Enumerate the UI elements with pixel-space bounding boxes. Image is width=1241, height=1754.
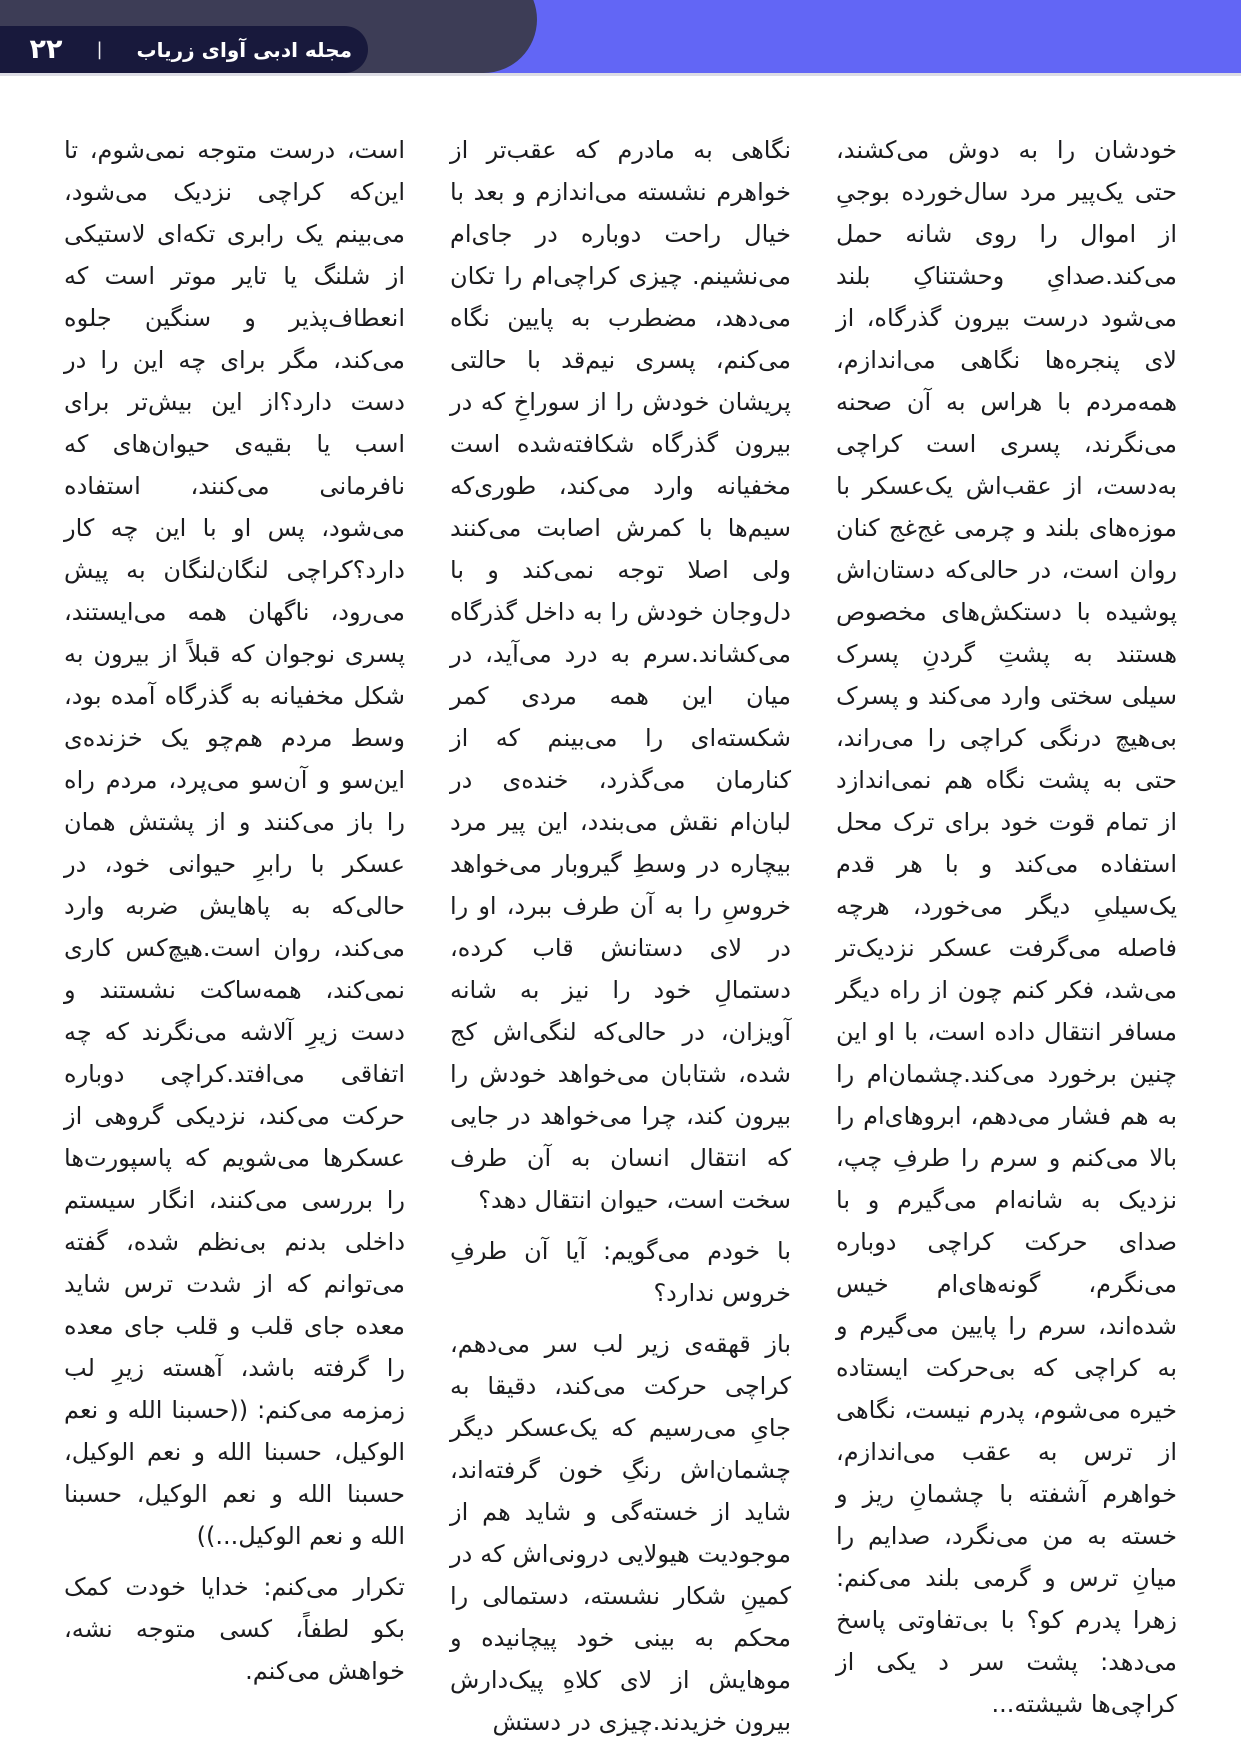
article-column-middle <box>450 129 791 1743</box>
article-paragraph: با خودم می‌گویم: آیا آن طرفِ خروس ندارد؟ <box>450 1237 791 1307</box>
title-page-separator: | <box>96 39 103 60</box>
article-paragraph: است، درست متوجه نمی‌شوم، تا این‌که کراچی نزدیک می‌شود، می‌بینم یک رابری تکه‌ای لاستیکی از شلنگ یا تایر موتر است که انعطاف‌پذیر و سنگین جلوه می‌کند، مگر برای چه این را در دست دارد؟از این بیش‌تر برای اسب یا بقیه‌ی حیوان‌های که نافرمانی می‌کنند، استفاده می‌شود، پس او با این چه کار دارد؟کراچی لنگان‌لنگان به پیش می‌رود، ناگهان همه می‌ایستند، پسری نوجوان که قبلاً از بیرون به شکل مخفیانه به گذرگاه آمده بود، وسط مردم هم‌چو یک خزنده‌ی این‌سو و آن‌سو می‌پرد، مردم راه را باز می‌کنند و از پشتش همان عسکر با رابرِ حیوانی خود، در حالی‌که به پاهایش ضربه وارد می‌کند، روان است.هیچ‌کس کاری نمی‌کند، همه‌ساکت نشستند و دست زیرِ آلاشه می‌نگرند که چه اتفاقی می‌افتد.کراچی دوباره حرکت می‌کند، نزدیکی گروهی از عسکرها می‌شویم که پاسپورت‌ها را بررسی می‌کنند، انگار سیستم داخلی بدنم بی‌نظم شده، گفته می‌توانم که از شدت ترس شاید معده جای قلب و قلب جای معده را گرفته باشد، آهسته زیرِ لب زمزمه می‌کنم: ((حسبنا الله و نعم الوکیل، حسبنا الله و نعم الوکیل، حسبنا الله و نعم الوکیل، حسبنا الله و نعم الوکیل...)) <box>64 136 405 1550</box>
article-paragraph: باز قهقه‌ی زیر لب سر می‌دهم، کراچی حرکت می‌کند، دقیقا به جایِ می‌رسیم که یک‌عسکر دیگر چشمان‌اش رنگِ خون گرفته‌اند، شاید از خسته‌گی و شاید هم از موجودیت هیولایی درونی‌اش که در کمینِ شکار نشسته، دستمالی را محکم به بینی خود پیچانیده و موهایش از لای کلاهِ پیک‌دارش بیرون خزیدند.چیزی در دستش <box>450 1330 791 1736</box>
magazine-title-pill <box>0 26 368 73</box>
magazine-title: مجله ادبی آوای زریاب <box>136 37 352 62</box>
article-column-left <box>64 129 405 1743</box>
article-paragraph: خودشان را به دوش می‌کشند، حتی یک‌پیر مرد سال‌خورده بوجیِ از اموال را روی شانه حمل می‌کند.صدایِ وحشتناکِ بلند می‌شود درست بیرون گذرگاه، از لای پنجره‌ها نگاهی می‌اندازم، همه‌مردم با هراس به آن صحنه می‌نگرند، پسری است کراچی به‌دست، از عقب‌اش یک‌عسکر با موزه‌های بلند و چرمی غج‌غج کنان روان است، در حالی‌که دستان‌اش پوشیده با دستکش‌های مخصوص هستند به پشتِ گردنِ پسرک سیلی سختی وارد می‌کند و پسرک بی‌هیچ درنگی کراچی را می‌راند، حتی به پشت نگاه هم نمی‌اندازد از تمام قوت خود برای ترک محل استفاده می‌کند و با هر قدم یک‌سیلیِ دیگر می‌خورد، هرچه فاصله می‌گرفت عسکر نزدیک‌تر می‌شد، فکر کنم چون از راه دیگر مسافر انتقال داده است، با او این چنین برخورد می‌کند.چشمان‌ام را به هم فشار می‌دهم، ابروهای‌ام را بالا می‌کنم و سرم را طرفِ چپ، نزدیک به شانه‌ام می‌گیرم و با صدای حرکت کراچی دوباره می‌نگرم، گونه‌های‌ام خیس شده‌اند، سرم را پایین می‌گیرم و به کراچی که بی‌حرکت ایستاده خیره می‌شوم، پدرم نیست، نگاهی از ترس به عقب می‌اندازم، خواهرم آشفته با چشمانِ ریز و خسته به من می‌نگرد، صدایم را میانِ ترس و گرمی بلند می‌کنم: زهرا پدرم کو؟ با بی‌تفاوتی پاسخ می‌دهد: پشت سر د یکی از کراچی‌ها شیشته... <box>836 136 1177 1718</box>
article-paragraph: نگاهی به مادرم که عقب‌تر از خواهرم نشسته می‌اندازم و بعد با خیال راحت دوباره در جای‌ام می‌نشینم. چیزی کراچی‌ام را تکان می‌دهد، مضطرب به پایین نگاه می‌کنم، پسری نیم‌قد با حالتی پریشان خودش را از سوراخِ که در بیرون گذرگاه شکافته‌شده است مخفیانه وارد می‌کند، طوری‌که سیم‌ها با کمرش اصابت می‌کنند ولی اصلا توجه نمی‌کند و با دل‌وجان خودش را به داخل گذرگاه می‌کشاند.سرم به درد می‌آید، در میان این همه مردی کمر شکسته‌ای را می‌بینم که از کنارمان می‌گذرد، خنده‌ی در لبان‌ام نقش می‌بندد، این پیر مرد بیچاره در وسطِ گیروبار می‌خواهد خروسِ را به آن طرف ببرد، او را در لای دستانش قاب کرده، دستمالِ خود را نیز به شانه آویزان، در حالی‌که لنگی‌اش کج شده، شتابان می‌خواهد خودش را بیرون کند، چرا می‌خواهد در جایی که انتقال انسان به آن طرف سخت است، حیوان انتقال دهد؟ <box>450 136 791 1214</box>
page-number: ۲۲ <box>29 34 63 65</box>
article-body <box>0 129 1241 1743</box>
article-paragraph: تکرار می‌کنم: خدایا خودت کمک بکو لطفاً، کسی متوجه نشه، خواهش می‌کنم. <box>64 1573 405 1685</box>
article-column-right <box>836 129 1177 1743</box>
page-header <box>0 0 1241 76</box>
